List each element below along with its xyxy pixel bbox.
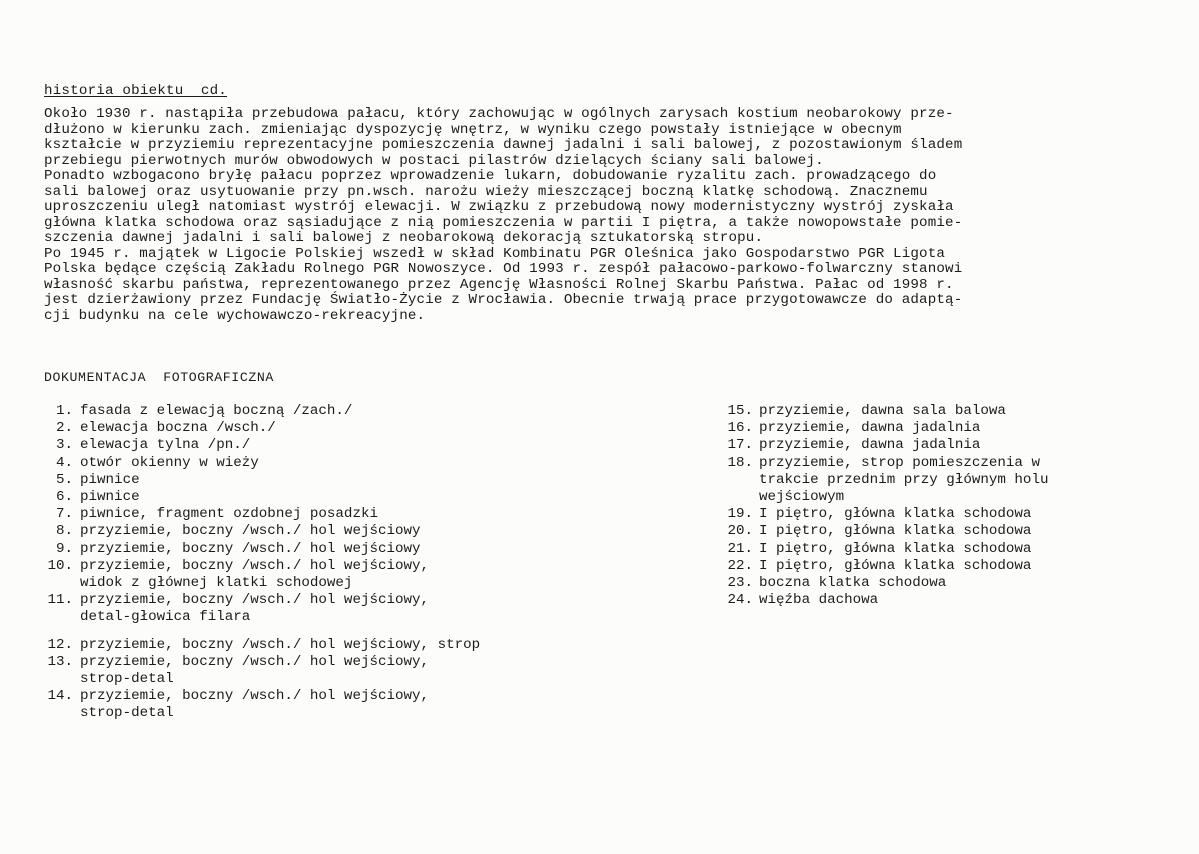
item-number: 17. [727, 437, 753, 454]
item-number: 13. [47, 653, 73, 670]
item-text: I piętro, główna klatka schodowa [759, 523, 1032, 540]
item-text: fasada z elewacją boczną /zach./ [80, 403, 353, 419]
paragraph-line: jest dzierżawiony przez Fundację Światło-Życie z Wrocławia. Obecnie trwają prace przygotowawcze do adaptą- [44, 292, 963, 308]
item-number: 7. [55, 506, 73, 523]
paragraph-line: Około 1930 r. nastąpiła przebudowa pałacu, który zachowując w ogólnych zarysach kostium neobarokowy prze- [44, 106, 954, 122]
item-number: 8. [55, 523, 73, 540]
paragraph-line: przebiegu pierwotnych murów obwodowych w postaci pilastrów dzielących ściany sali balowej. [44, 152, 824, 169]
list-item [719, 592, 1179, 609]
photo-list-left [34, 403, 674, 723]
paragraph-line: sali balowej oraz usytuowanie przy pn.wsch. narożu wieży mieszczącej boczną klatkę schodową. Znacznemu [44, 183, 928, 200]
item-number: 2. [55, 420, 73, 437]
item-text: przyziemie, boczny /wsch./ hol wejściowy, widok z głównej klatki schodowej [80, 557, 430, 592]
item-number: 24. [727, 592, 753, 609]
item-number: 20. [727, 523, 753, 540]
item-text: piwnice [80, 471, 140, 488]
item-number: 5. [55, 471, 73, 488]
paragraph-line: Polska będące częścią Zakładu Rolnego PGR Nowoszyce. Od 1993 r. zespół pałacowo-parkowo-folwarczny stanowi [44, 261, 963, 277]
item-number: 16. [727, 420, 753, 437]
paragraph-line: Po 1945 r. majątek w Ligocie Polskiej wszedł w skład Kombinatu PGR Oleśnica jako Gospodarstwo PGR Ligota [44, 245, 946, 262]
list-item [34, 472, 674, 489]
list-item [719, 455, 1179, 507]
item-text: boczna klatka schodowa [759, 575, 947, 592]
item-text: przyziemie, boczny /wsch./ hol wejściowy [80, 523, 421, 540]
list-item [34, 541, 674, 558]
item-number: 23. [727, 575, 753, 592]
list-item [719, 437, 1179, 454]
paragraph-line: główna klatka schodowa oraz sąsiadujące z nią pomieszczenia w partii I piętra, a także nowopowstałe pomie- [44, 214, 963, 231]
list-item [34, 489, 674, 506]
item-number: 12. [47, 636, 73, 653]
photo-documentation-title: DOKUMENTACJA FOTOGRAFICZNA [44, 370, 274, 385]
item-number: 19. [727, 506, 753, 523]
section-heading: historia obiektu cd. [44, 83, 227, 99]
item-text: I piętro, główna klatka schodowa [759, 506, 1032, 523]
list-item [34, 403, 674, 420]
list-item [719, 420, 1179, 437]
item-number: 9. [55, 540, 73, 557]
list-item [34, 654, 674, 688]
paragraph-line: dłużono w kierunku zach. zmieniając dyspozycję wnętrz, w wyniku czego powstały istniejące w obecnym [44, 121, 902, 138]
list-item [34, 592, 674, 626]
item-text: więźba dachowa [759, 592, 879, 609]
list-item [719, 403, 1179, 420]
item-text: elewacja tylna /pn./ [80, 437, 251, 454]
paragraph-line: szczenia dawnej jadalni i sali balowej z neobarokową dekoracją sztukatorską stropu. [44, 230, 764, 246]
photo-list-right [719, 403, 1179, 609]
item-text: przyziemie, boczny /wsch./ hol wejściowy, detal-głowica filara [80, 592, 430, 626]
item-text: elewacja boczna /wsch./ [80, 420, 276, 437]
list-item [34, 688, 674, 722]
item-text: przyziemie, boczny /wsch./ hol wejściowy, strop-detal [80, 653, 430, 688]
item-number: 4. [55, 454, 73, 471]
item-text: przyziemie, dawna jadalnia [759, 420, 981, 437]
list-item [34, 455, 674, 472]
list-item [34, 420, 674, 437]
item-text: przyziemie, strop pomieszczenia w trakcie przednim przy głównym holu wejściowym [759, 454, 1049, 506]
paragraph-line: Ponadto wzbogacono bryłę pałacu poprzez wprowadzenie lukarn, dobudowanie ryzalitu zach. prowadzącego do [44, 168, 937, 184]
item-text: I piętro, główna klatka schodowa [759, 557, 1032, 574]
item-number: 22. [727, 557, 753, 574]
item-text: przyziemie, dawna jadalnia [759, 437, 981, 454]
list-item [34, 506, 674, 523]
list-item [719, 575, 1179, 592]
item-number: 14. [47, 688, 73, 705]
paragraph-line: własność skarbu państwa, reprezentowanego przez Agencję Własności Rolnej Skarbu Państwa. Pałac od 1998 r. [44, 276, 954, 293]
paragraph-line: kształcie w przyziemiu reprezentacyjne pomieszczenia dawnej jadalni i sali balowej, z pozostawionym śladem [44, 137, 963, 153]
item-text: przyziemie, dawna sala balowa [759, 403, 1006, 419]
item-number: 3. [55, 437, 73, 454]
list-item [719, 506, 1179, 523]
item-number: 6. [55, 489, 73, 506]
history-paragraph [44, 107, 1164, 324]
item-text: piwnice, fragment ozdobnej posadzki [80, 506, 378, 523]
list-spacer [34, 627, 674, 637]
list-item [719, 541, 1179, 558]
item-number: 1. [55, 403, 73, 419]
item-number: 21. [727, 540, 753, 557]
item-number: 18. [727, 454, 753, 471]
item-text: piwnice [80, 489, 140, 506]
paragraph-line: cji budynku na cele wychowawczo-rekreacyjne. [44, 307, 426, 324]
item-text: przyziemie, boczny /wsch./ hol wejściowy, strop [80, 636, 481, 653]
list-item [34, 437, 674, 454]
list-item [719, 558, 1179, 575]
item-text: I piętro, główna klatka schodowa [759, 540, 1032, 557]
item-number: 11. [47, 592, 73, 609]
list-item [719, 523, 1179, 540]
item-text: otwór okienny w wieży [80, 454, 259, 471]
item-text: przyziemie, boczny /wsch./ hol wejściowy, strop-detal [80, 688, 430, 722]
item-text: przyziemie, boczny /wsch./ hol wejściowy [80, 540, 421, 557]
list-item [34, 637, 674, 654]
item-number: 15. [727, 403, 753, 419]
list-item [34, 523, 674, 540]
item-number: 10. [47, 557, 73, 574]
paragraph-line: uproszczeniu uległ natomiast wystrój elewacji. W związku z przebudową nowy modernistyczny wystrój zyskała [44, 199, 954, 215]
list-item [34, 558, 674, 592]
